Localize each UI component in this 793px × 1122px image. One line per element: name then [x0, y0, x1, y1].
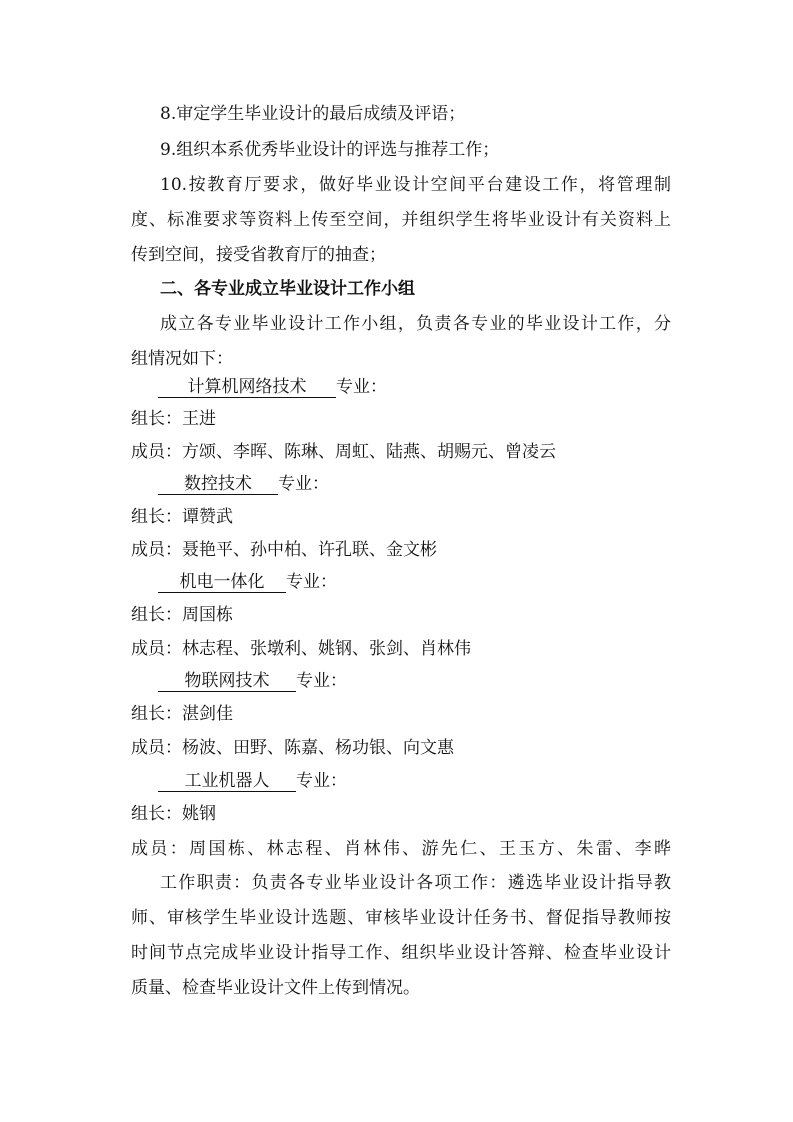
group-members-1: 成员：方颂、李晖、陈琳、周虹、陆燕、胡赐元、曾凌云 — [131, 442, 556, 462]
major-name: 工业机器人 — [158, 773, 296, 792]
major-line-5 — [158, 773, 347, 792]
group-members-4: 成员：杨波、田野、陈嘉、杨功银、向文惠 — [131, 738, 454, 758]
major-name: 数控技术 — [158, 476, 278, 495]
major-suffix: 专业： — [296, 671, 347, 691]
major-line-1 — [158, 379, 387, 398]
group-leader-4: 组长：湛剑佳 — [131, 704, 233, 724]
major-line-3 — [158, 574, 337, 593]
major-name: 机电一体化 — [158, 574, 286, 593]
group-leader-1: 组长：王进 — [131, 409, 216, 429]
major-name: 计算机网络技术 — [158, 379, 336, 398]
major-suffix: 专业： — [286, 572, 337, 592]
group-members-2: 成员：聂艳平、孙中柏、许孔联、金文彬 — [131, 540, 437, 560]
duty-item-10-line-3: 传到空间，接受省教育厅的抽查； — [131, 245, 386, 265]
duty-item-8: 8.审定学生毕业设计的最后成绩及评语； — [160, 104, 466, 124]
responsibilities-line-1: 工作职责：负责各专业毕业设计各项工作：遴选毕业设计指导教 — [160, 873, 671, 893]
group-leader-2: 组长：谭赞武 — [131, 507, 233, 527]
responsibilities-line-2: 师、审核学生毕业设计选题、审核毕业设计任务书、督促指导教师按 — [131, 908, 671, 928]
section-heading: 二、各专业成立毕业设计工作小组 — [160, 279, 415, 299]
duty-item-10-line-2: 度、标准要求等资料上传至空间，并组织学生将毕业设计有关资料上 — [131, 210, 671, 230]
section-intro-line-2: 组情况如下： — [131, 349, 233, 369]
group-leader-3: 组长：周国栋 — [131, 605, 233, 625]
major-suffix: 专业： — [296, 771, 347, 791]
responsibilities-line-3: 时间节点完成毕业设计指导工作、组织毕业设计答辩、检查毕业设计 — [131, 943, 671, 963]
responsibilities-line-4: 质量、检查毕业设计文件上传到情况。 — [131, 978, 420, 998]
group-leader-5: 组长：姚钢 — [131, 804, 216, 824]
major-suffix: 专业： — [278, 474, 329, 494]
duty-item-9: 9.组织本系优秀毕业设计的评选与推荐工作； — [160, 140, 500, 160]
duty-item-10-line-1: 10.按教育厅要求，做好毕业设计空间平台建设工作，将管理制 — [160, 175, 671, 195]
major-name: 物联网技术 — [158, 673, 296, 692]
major-line-4 — [158, 673, 347, 692]
group-members-5: 成员：周国栋、林志程、肖林伟、游先仁、王玉方、朱雷、李晔 — [131, 839, 671, 859]
major-suffix: 专业： — [336, 377, 387, 397]
section-intro-line-1: 成立各专业毕业设计工作小组，负责各专业的毕业设计工作，分 — [160, 314, 671, 334]
group-members-3: 成员：林志程、张墩利、姚钢、张剑、肖林伟 — [131, 639, 471, 659]
major-line-2 — [158, 476, 329, 495]
